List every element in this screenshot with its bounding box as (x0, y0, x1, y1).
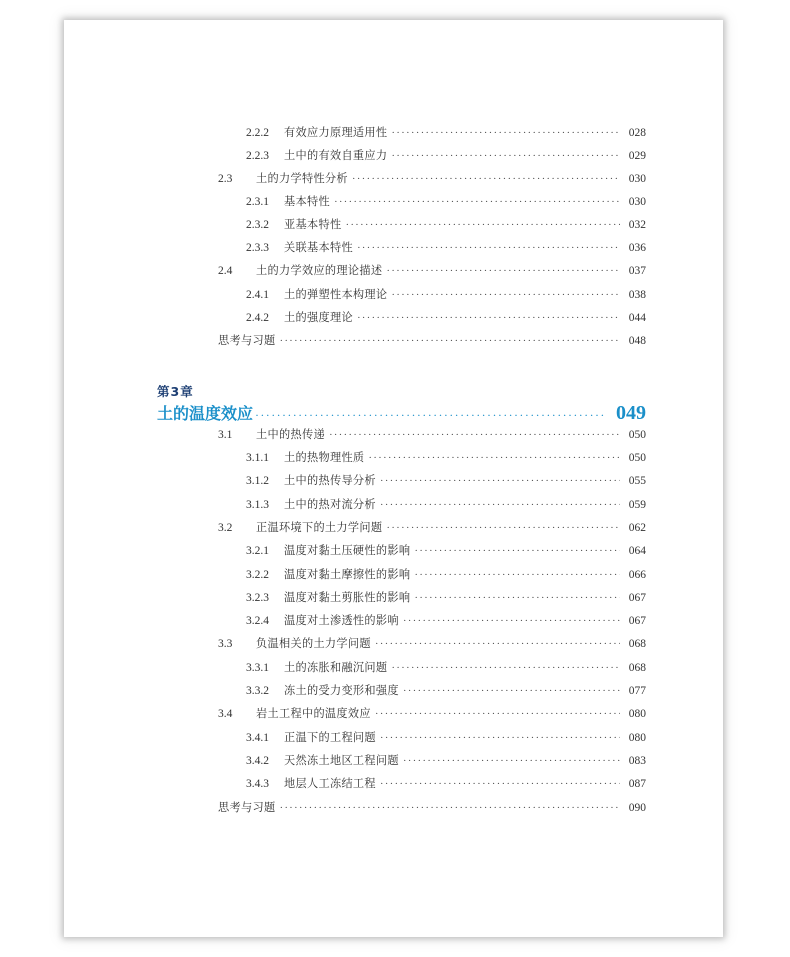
entry-title: 有效应力原理适用性 (284, 126, 388, 139)
dot-leader (380, 732, 620, 744)
dot-leader (345, 219, 620, 231)
toc-entry-exercises[interactable] (218, 332, 646, 352)
entry-number: 3.2.3 (246, 592, 269, 604)
dot-leader (386, 522, 620, 534)
toc-entry[interactable] (246, 472, 646, 492)
toc-entry[interactable] (246, 147, 646, 167)
book-page (64, 20, 723, 937)
dot-leader (391, 127, 620, 139)
entry-page: 028 (628, 127, 646, 139)
toc-entry-exercises[interactable] (218, 799, 646, 819)
entry-page: 062 (628, 522, 646, 534)
entry-page: 055 (628, 475, 646, 487)
dot-leader (380, 499, 620, 511)
entry-page: 030 (628, 196, 646, 208)
dot-leader (375, 708, 620, 720)
entry-title: 正温环境下的土力学问题 (256, 521, 383, 534)
toc-entry[interactable] (246, 589, 646, 609)
toc-entry[interactable] (218, 426, 646, 446)
entry-title: 亚基本特性 (284, 218, 342, 231)
toc-entry[interactable] (218, 519, 646, 539)
dot-leader (414, 545, 620, 557)
toc-entry[interactable] (246, 729, 646, 749)
entry-page: 067 (628, 592, 646, 604)
entry-number: 2.3 (218, 173, 233, 185)
entry-number: 2.4.1 (246, 289, 269, 301)
entry-title: 土中的热传递 (256, 428, 325, 441)
dot-leader (391, 289, 620, 301)
dot-leader (403, 685, 620, 697)
entry-title: 温度对黏土压硬性的影响 (284, 544, 411, 557)
entry-number: 3.2.4 (246, 615, 269, 627)
entry-title: 土的冻胀和融沉问题 (284, 661, 388, 674)
entry-title: 天然冻土地区工程问题 (284, 754, 399, 767)
entry-page: 036 (628, 242, 646, 254)
entry-page: 068 (628, 638, 646, 650)
entry-title: 土中的热对流分析 (284, 498, 376, 511)
entry-number: 2.3.3 (246, 242, 269, 254)
dot-leader (357, 312, 620, 324)
toc-entry[interactable] (246, 216, 646, 236)
toc-entry[interactable] (246, 659, 646, 679)
entry-page: 064 (628, 545, 646, 557)
entry-title: 负温相关的土力学问题 (256, 637, 371, 650)
entry-title: 思考与习题 (218, 334, 276, 347)
entry-number: 2.2.2 (246, 127, 269, 139)
dot-leader (352, 173, 620, 185)
entry-title: 土的热物理性质 (284, 451, 365, 464)
entry-number: 2.4 (218, 265, 233, 277)
entry-title: 土的力学特性分析 (256, 172, 348, 185)
dot-leader (403, 615, 620, 627)
toc-entry[interactable] (246, 612, 646, 632)
chapter-heading[interactable] (157, 401, 646, 425)
entry-page: 048 (628, 335, 646, 347)
toc-entry[interactable] (246, 449, 646, 469)
dot-leader (403, 755, 620, 767)
entry-title: 关联基本特性 (284, 241, 353, 254)
entry-title: 土中的有效自重应力 (284, 149, 388, 162)
toc-entry[interactable] (218, 170, 646, 190)
toc-entry[interactable] (218, 635, 646, 655)
entry-page: 029 (628, 150, 646, 162)
toc-entry[interactable] (246, 682, 646, 702)
entry-number: 3.1.1 (246, 452, 269, 464)
entry-page: 080 (628, 732, 646, 744)
entry-title: 温度对黏土剪胀性的影响 (284, 591, 411, 604)
entry-page: 038 (628, 289, 646, 301)
dot-leader (386, 265, 620, 277)
entry-number: 3.4.3 (246, 778, 269, 790)
entry-title: 冻土的受力变形和强度 (284, 684, 399, 697)
entry-page: 066 (628, 569, 646, 581)
entry-title: 土中的热传导分析 (284, 474, 376, 487)
entry-title: 土的力学效应的理论描述 (256, 264, 383, 277)
entry-number: 3.3.1 (246, 662, 269, 674)
entry-number: 3.3.2 (246, 685, 269, 697)
entry-number: 3.1.2 (246, 475, 269, 487)
entry-page: 090 (628, 802, 646, 814)
dot-leader (375, 638, 620, 650)
toc-entry[interactable] (246, 286, 646, 306)
dot-leader (391, 662, 620, 674)
chapter-page: 049 (616, 402, 646, 424)
entry-page: 030 (628, 173, 646, 185)
dot-leader (329, 429, 620, 441)
toc-entry[interactable] (218, 262, 646, 282)
toc-entry[interactable] (246, 496, 646, 516)
entry-number: 3.4 (218, 708, 233, 720)
entry-page: 087 (628, 778, 646, 790)
toc-entry[interactable] (246, 239, 646, 259)
entry-page: 050 (628, 429, 646, 441)
entry-page: 077 (628, 685, 646, 697)
entry-number: 3.3 (218, 638, 233, 650)
toc-entry[interactable] (246, 124, 646, 144)
chapter-title: 土的温度效应 (157, 404, 254, 423)
dot-leader (414, 592, 620, 604)
dot-leader (279, 802, 620, 814)
dot-leader (380, 778, 620, 790)
entry-title: 温度对土渗透性的影响 (284, 614, 399, 627)
chapter-label: 第3章 (157, 384, 194, 399)
entry-number: 3.2 (218, 522, 233, 534)
entry-page: 080 (628, 708, 646, 720)
entry-number: 2.3.2 (246, 219, 269, 231)
toc-entry[interactable] (246, 309, 646, 329)
entry-number: 3.1.3 (246, 499, 269, 511)
entry-title: 土的强度理论 (284, 311, 353, 324)
entry-page: 037 (628, 265, 646, 277)
entry-number: 3.2.2 (246, 569, 269, 581)
entry-title: 正温下的工程问题 (284, 731, 376, 744)
dot-leader (255, 408, 606, 423)
toc-entry[interactable] (246, 752, 646, 772)
dot-leader (334, 196, 620, 208)
toc-entry[interactable] (218, 705, 646, 725)
dot-leader (414, 569, 620, 581)
dot-leader (380, 475, 620, 487)
entry-title: 思考与习题 (218, 801, 276, 814)
entry-number: 2.2.3 (246, 150, 269, 162)
dot-leader (391, 150, 620, 162)
entry-title: 基本特性 (284, 195, 330, 208)
entry-page: 067 (628, 615, 646, 627)
toc-entry[interactable] (246, 542, 646, 562)
entry-page: 059 (628, 499, 646, 511)
dot-leader (368, 452, 620, 464)
entry-number: 2.4.2 (246, 312, 269, 324)
toc-entry[interactable] (246, 566, 646, 586)
dot-leader (357, 242, 620, 254)
entry-page: 083 (628, 755, 646, 767)
toc-entry[interactable] (246, 775, 646, 795)
entry-number: 3.1 (218, 429, 233, 441)
entry-title: 地层人工冻结工程 (284, 777, 376, 790)
entry-number: 3.4.1 (246, 732, 269, 744)
entry-number: 3.4.2 (246, 755, 269, 767)
entry-page: 050 (628, 452, 646, 464)
dot-leader (279, 335, 620, 347)
entry-page: 044 (628, 312, 646, 324)
entry-number: 3.2.1 (246, 545, 269, 557)
entry-title: 岩土工程中的温度效应 (256, 707, 371, 720)
entry-number: 2.3.1 (246, 196, 269, 208)
entry-page: 032 (628, 219, 646, 231)
entry-title: 土的弹塑性本构理论 (284, 288, 388, 301)
toc-entry[interactable] (246, 193, 646, 213)
entry-page: 068 (628, 662, 646, 674)
entry-title: 温度对黏土摩擦性的影响 (284, 568, 411, 581)
